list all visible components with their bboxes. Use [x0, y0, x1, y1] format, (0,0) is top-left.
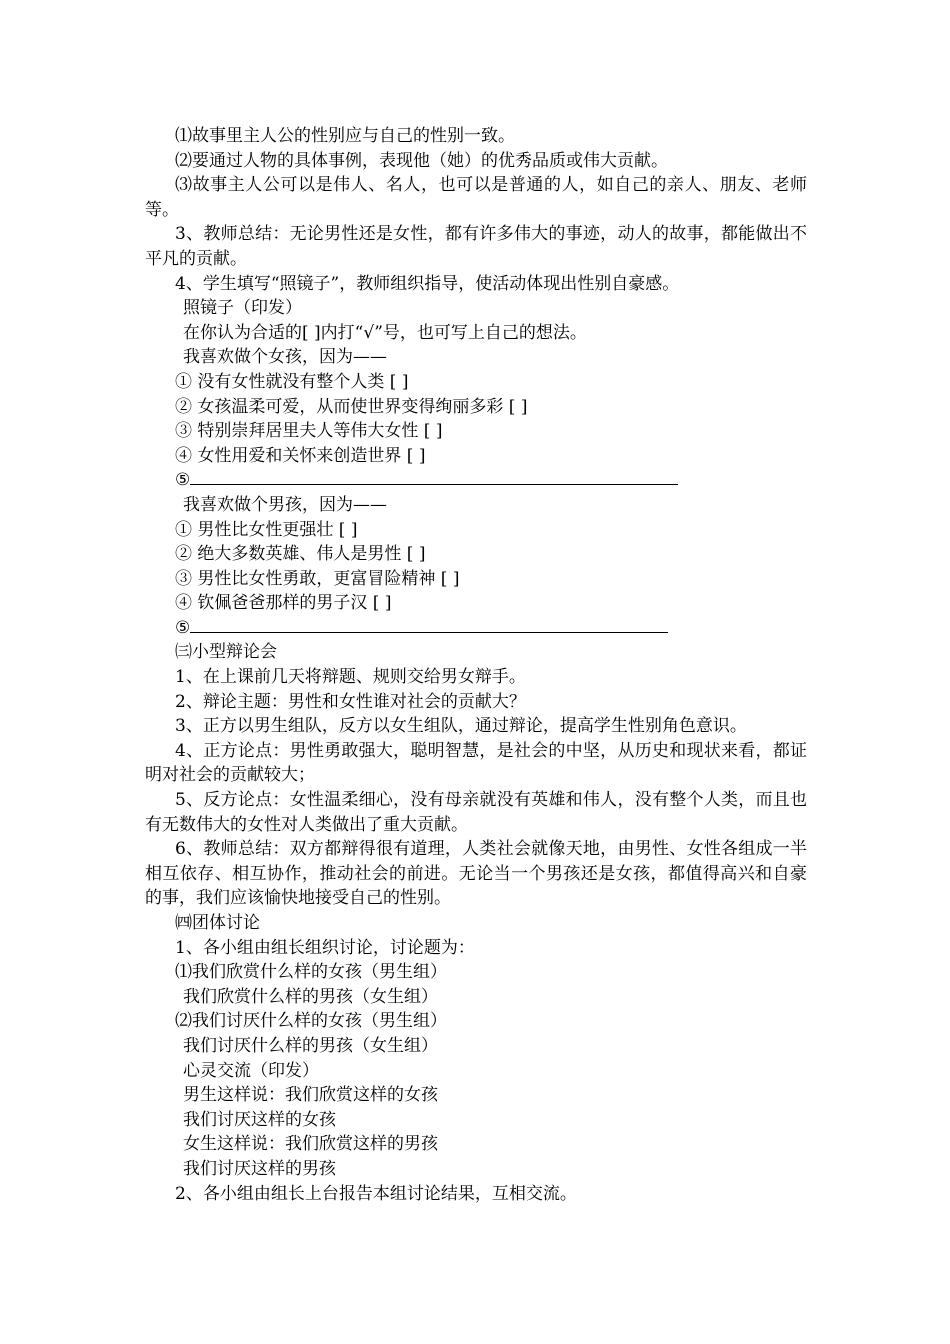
list-item: ④ 钦佩爸爸那样的男子汉 [ ]: [175, 593, 392, 614]
paragraph: ⑵要通过人物的具体事例，表现他（她）的优秀品质或伟大贡献。: [175, 150, 668, 171]
section-heading: ㈢小型辩论会: [175, 642, 277, 663]
paragraph: 男生这样说：我们欣赏这样的女孩: [183, 1085, 438, 1106]
list-item: ③ 特别崇拜居里夫人等伟大女性 [ ]: [175, 421, 443, 442]
paragraph: ⑶故事主人公可以是伟人、名人，也可以是普通的人，如自己的亲人、朋友、老师等。: [145, 175, 807, 220]
paragraph: ⑴故事里主人公的性别应与自己的性别一致。: [175, 126, 515, 146]
paragraph: 3、正方以男生组队，反方以女生组队，通过辩论，提高学生性别角色意识。: [175, 716, 747, 737]
paragraph: 2、各小组由组长上台报告本组讨论结果，互相交流。: [175, 1183, 577, 1204]
list-item-number: ⑤: [175, 470, 191, 491]
paragraph: 1、各小组由组长组织讨论，讨论题为：: [175, 937, 475, 958]
list-item-blank: [145, 468, 807, 493]
list-item: ① 没有女性就没有整个人类 [ ]: [175, 371, 409, 392]
list-item-number: ⑤: [175, 617, 191, 638]
list-item: ③ 男性比女性勇敢，更富冒险精神 [ ]: [175, 568, 460, 589]
list-item: ④ 女性用爱和关怀来创造世界 [ ]: [175, 445, 426, 466]
paragraph: 1、在上课前几天将辩题、规则交给男女辩手。: [175, 667, 526, 688]
paragraph: 2、辩论主题：男性和女性谁对社会的贡献大？: [175, 691, 526, 712]
fill-in-line: [190, 618, 668, 633]
paragraph: 3、教师总结：无论男性还是女性，都有许多伟大的事迹，动人的故事，都能做出不平凡的贡献。: [145, 224, 807, 269]
list-item: ① 男性比女性更强壮 [ ]: [175, 519, 358, 540]
paragraph: 我喜欢做个男孩，因为——: [183, 494, 387, 515]
paragraph: 心灵交流（印发）: [183, 1060, 319, 1081]
paragraph: 6、教师总结：双方都辩得很有道理，人类社会就像天地，由男性、女性各组成一半相互依存、相互协作，推动社会的前进。无论当一个男孩还是女孩，都值得高兴和自豪的事，我们应该愉快地接受自己的性别。: [145, 839, 807, 909]
list-item-blank: [145, 616, 807, 641]
paragraph: 4、学生填写“照镜子”，教师组织指导，使活动体现出性别自豪感。: [175, 273, 680, 294]
paragraph: 我们欣赏什么样的男孩（女生组）: [183, 986, 438, 1007]
list-item: ② 绝大多数英雄、伟人是男性 [ ]: [175, 544, 426, 565]
paragraph: 我们讨厌什么样的男孩（女生组）: [183, 1035, 438, 1056]
paragraph: 5、反方论点：女性温柔细心，没有母亲就没有英雄和伟人，没有整个人类，而且也有无数伟大的女性对人类做出了重大贡献。: [145, 790, 807, 835]
paragraph: ⑴我们欣赏什么样的女孩（男生组）: [175, 962, 447, 983]
paragraph: 我们讨厌这样的男孩: [183, 1158, 336, 1179]
paragraph: 4、正方论点：男性勇敢强大，聪明智慧，是社会的中坚，从历史和现状来看，都证明对社会的贡献较大；: [145, 740, 807, 786]
section-heading: ㈣团体讨论: [175, 913, 260, 933]
document-body: [145, 124, 807, 1206]
paragraph: 在你认为合适的[ ]内打“√”号，也可写上自己的想法。: [183, 322, 587, 343]
fill-in-line: [190, 470, 678, 485]
paragraph: 我们讨厌这样的女孩: [183, 1109, 336, 1130]
list-item: ② 女孩温柔可爱，从而使世界变得绚丽多彩 [ ]: [175, 396, 528, 417]
paragraph: ⑵我们讨厌什么样的女孩（男生组）: [175, 1011, 447, 1032]
paragraph: 我喜欢做个女孩，因为——: [183, 347, 387, 368]
paragraph: 女生这样说：我们欣赏这样的男孩: [183, 1134, 438, 1155]
paragraph: 照镜子（印发）: [183, 298, 302, 319]
